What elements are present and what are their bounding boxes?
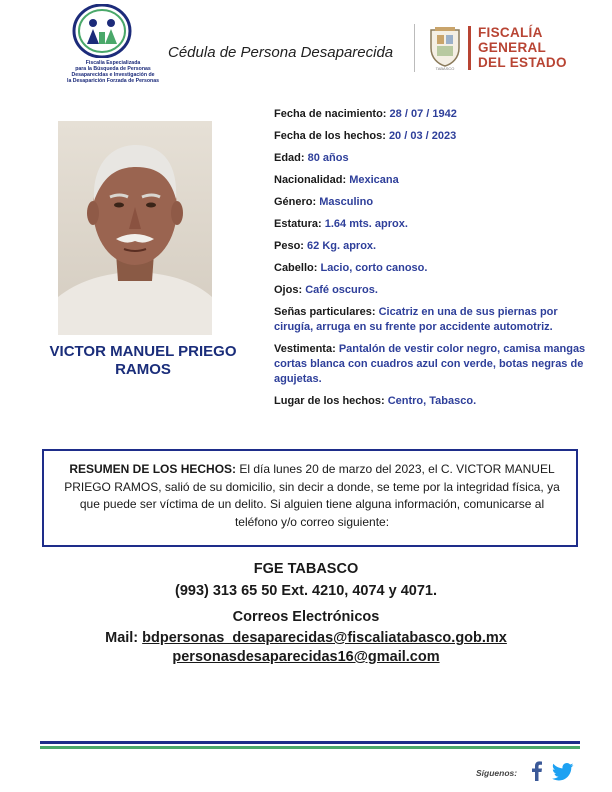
- detail-weight: [274, 239, 586, 254]
- footer-bar-blue: [40, 741, 580, 744]
- detail-label: Ojos:: [274, 284, 303, 296]
- detail-value: 80 años: [307, 152, 349, 164]
- detail-label: Fecha de nacimiento:: [274, 108, 387, 120]
- facebook-icon[interactable]: [528, 761, 544, 781]
- detail-event-date: [274, 129, 586, 144]
- detail-label: Señas particulares:: [274, 306, 376, 318]
- detail-distinguishing-marks: [274, 305, 586, 335]
- mail-prefix: Mail:: [105, 630, 139, 646]
- email-line-1: [20, 629, 592, 648]
- person-details: [274, 107, 586, 416]
- email-link-2[interactable]: personasdesaparecidas16@gmail.com: [172, 649, 440, 665]
- detail-value: 62 Kg. aprox.: [307, 240, 377, 252]
- email-line-2: [20, 648, 592, 667]
- detail-value: Lacio, corto canoso.: [320, 262, 428, 274]
- summary-label: RESUMEN DE LOS HECHOS:: [69, 462, 237, 476]
- contact-org: FGE TABASCO: [253, 561, 359, 577]
- logo-emblem-icon: [72, 4, 132, 58]
- detail-value: Café oscuros.: [305, 284, 378, 296]
- detail-value: Pantalón de vestir color negro, camisa mangas cortas blanca con cuadros azul con verde, botas negras de agujetas.: [274, 343, 586, 385]
- shield-caption: TABASCO: [435, 66, 455, 71]
- institution-line-2: GENERAL: [478, 40, 547, 55]
- summary-box: [42, 449, 578, 547]
- detail-label: Género:: [274, 196, 317, 208]
- detail-value: Masculino: [319, 196, 374, 208]
- header-divider: [414, 24, 415, 72]
- detail-label: Lugar de los hechos:: [274, 395, 385, 407]
- detail-place: [274, 394, 586, 409]
- person-name: VICTOR MANUEL PRIEGO RAMOS: [49, 343, 237, 378]
- document-title: Cédula de Persona Desaparecida: [168, 44, 394, 61]
- summary-text: [62, 461, 562, 531]
- institution-line-3: DEL ESTADO: [478, 55, 567, 70]
- search-unit-logo: [60, 4, 159, 94]
- twitter-icon[interactable]: [552, 763, 574, 781]
- detail-eyes: [274, 283, 586, 298]
- detail-value: 1.64 mts. aprox.: [324, 218, 408, 230]
- detail-label: Vestimenta:: [274, 343, 336, 355]
- institution-logo: [468, 24, 588, 72]
- detail-value: Centro, Tabasco.: [387, 395, 477, 407]
- detail-label: Estatura:: [274, 218, 322, 230]
- contact-section: [20, 558, 592, 667]
- detail-clothing: [274, 342, 586, 387]
- detail-label: Edad:: [274, 152, 305, 164]
- footer-bar-green: [40, 746, 580, 749]
- detail-nationality: [274, 173, 586, 188]
- detail-label: Cabello:: [274, 262, 318, 274]
- detail-value: Mexicana: [349, 174, 399, 186]
- detail-label: Peso:: [274, 240, 304, 252]
- detail-gender: [274, 195, 586, 210]
- detail-hair: [274, 261, 586, 276]
- logo-caption: Fiscalía Especializada para la Búsqueda de Personas Desaparecidas e Investigación de la Desaparición Forzada de Personas: [67, 60, 159, 84]
- detail-height: [274, 217, 586, 232]
- detail-label: Nacionalidad:: [274, 174, 347, 186]
- summary-body: El día lunes 20 de marzo del 2023, el C. VICTOR MANUEL PRIEGO RAMOS, salió de su domicilio, sin decir a donde, se teme por la integridad física, ya que puede ser víctima de un delito. Si alguien tiene alguna información, comunicarse al teléfono y/o correo siguiente:: [64, 462, 560, 529]
- detail-value: 28 / 07 / 1942: [389, 108, 457, 120]
- tabasco-shield-icon: [428, 26, 462, 68]
- emails-heading: Correos Electrónicos: [232, 609, 380, 625]
- person-photo: [58, 121, 212, 335]
- detail-value: Cicatriz en una de sus piernas por cirugía, arruga en su frente por accidente automotriz.: [274, 306, 558, 333]
- follow-label: Síguenos:: [476, 768, 518, 778]
- institution-line-1: FISCALÍA: [478, 25, 543, 40]
- detail-age: [274, 151, 586, 166]
- detail-label: Fecha de los hechos:: [274, 130, 386, 142]
- institution-bar: [468, 26, 471, 70]
- email-link-1[interactable]: bdpersonas_desaparecidas@fiscaliatabasco.gob.mx: [142, 630, 507, 646]
- detail-value: 20 / 03 / 2023: [388, 130, 457, 142]
- detail-birth-date: [274, 107, 586, 122]
- contact-phone[interactable]: (993) 313 65 50 Ext. 4210, 4074 y 4071.: [174, 583, 437, 599]
